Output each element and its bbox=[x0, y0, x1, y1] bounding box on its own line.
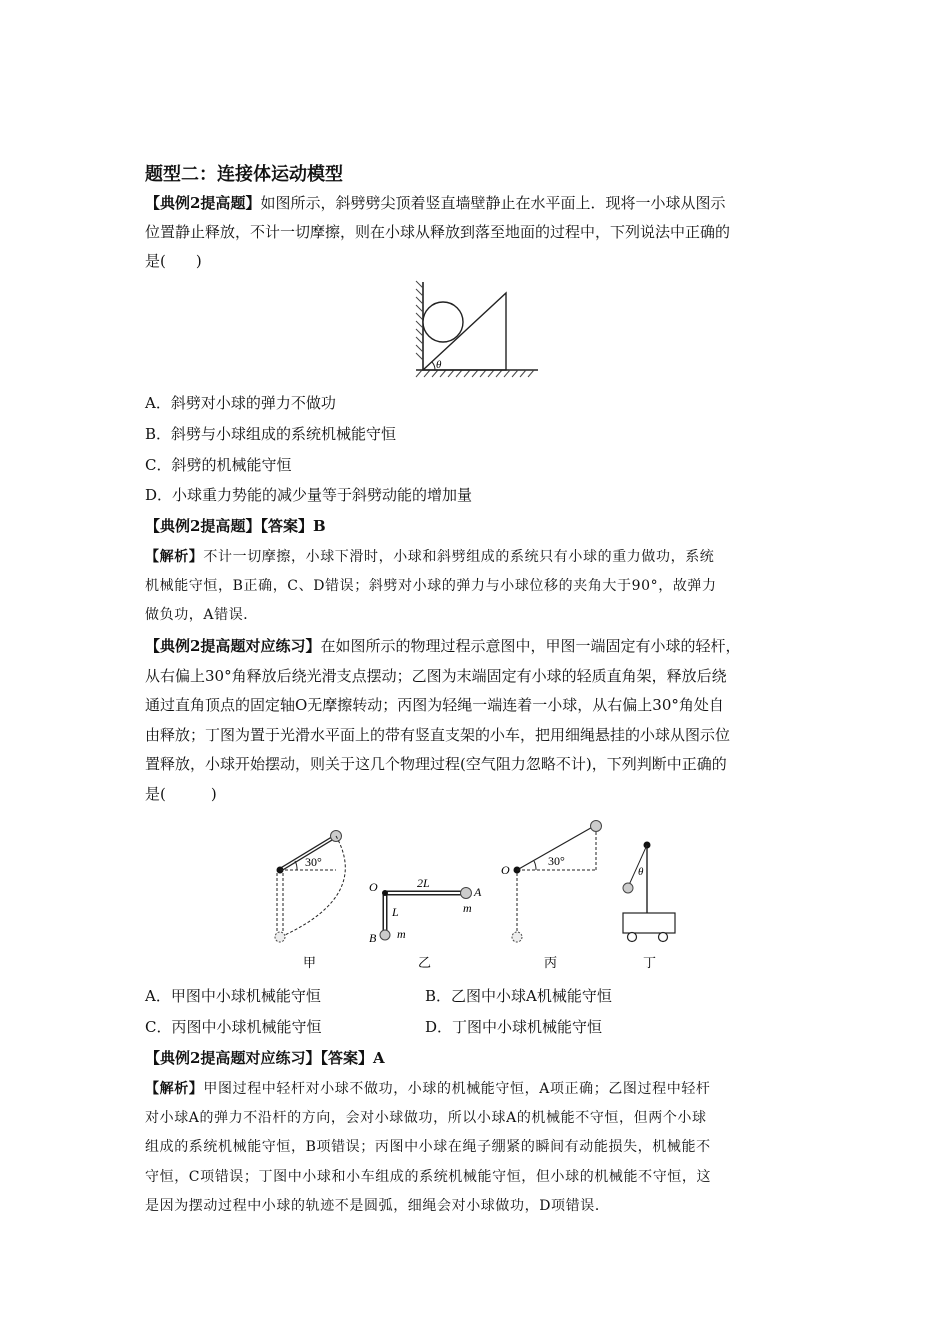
q2-answer-tag: 【典例2提高题对应练习】【答案】 bbox=[145, 1049, 373, 1067]
q2-text-1: 在如图所示的物理过程示意图中，甲图一端固定有小球的轻杆， bbox=[320, 637, 741, 655]
q1-option-c: C．斜劈的机械能守恒 bbox=[145, 456, 292, 474]
q2-line-6: 是( ) bbox=[145, 785, 217, 803]
q2-option-b: B．乙图中小球A机械能守恒 bbox=[425, 987, 612, 1005]
caption-yi: 乙 bbox=[418, 956, 432, 971]
q1-analysis-line-1 bbox=[145, 546, 815, 568]
q1-analysis-tag: 【解析】 bbox=[145, 549, 204, 565]
q1-tag: 【典例2提高题】 bbox=[145, 194, 261, 212]
q2-option-d: D．丁图中小球机械能守恒 bbox=[425, 1018, 603, 1036]
q2-line-2: 从右偏上30°角释放后绕光滑支点摆动；乙图为末端固定有小球的轻质直角架，释放后绕 bbox=[145, 667, 727, 685]
q2-analysis-text-1: 甲图过程中轻杆对小球不做功，小球的机械能守恒，A项正确；乙图过程中轻杆 bbox=[203, 1081, 711, 1097]
q1-option-d: D．小球重力势能的减少量等于斜劈动能的增加量 bbox=[145, 486, 473, 504]
q2-answer-line bbox=[145, 1047, 815, 1069]
bing-angle-label: 30° bbox=[548, 854, 565, 868]
q1-line-1 bbox=[145, 192, 815, 214]
q2-analysis-line-1 bbox=[145, 1078, 815, 1100]
q1-line-3: 是( ) bbox=[145, 252, 202, 270]
q2-tag: 【典例2提高题对应练习】 bbox=[145, 637, 321, 655]
ground-hatch bbox=[416, 370, 534, 377]
wall-hatch bbox=[416, 281, 423, 360]
section-title: 题型二：连接体运动模型 bbox=[145, 164, 343, 185]
caption-ding: 丁 bbox=[643, 956, 657, 971]
q2-analysis-line-2: 对小球A的弹力不沿杆的方向，会对小球做功，所以小球A的机械能不守恒，但两个小球 bbox=[145, 1110, 707, 1126]
bing-ball-low bbox=[512, 932, 522, 942]
ding-ball bbox=[623, 883, 633, 893]
q2-analysis-line-3: 组成的系统机械能守恒，B项错误；丙图中小球在绳子绷紧的瞬间有动能损失，机械能不 bbox=[145, 1139, 711, 1155]
jia-ball-low bbox=[275, 932, 285, 942]
ball bbox=[423, 302, 463, 342]
q1-text-1: 如图所示，斜劈劈尖顶着竖直墙壁静止在水平面上．现将一小球从图示 bbox=[260, 194, 726, 212]
figure-bing bbox=[501, 821, 602, 972]
yi-pivot bbox=[382, 890, 388, 896]
bing-angle-arc bbox=[534, 861, 536, 870]
ding-wheel-right bbox=[659, 933, 668, 942]
figure-yi bbox=[369, 876, 482, 971]
yi-label-l: L bbox=[392, 905, 399, 919]
theta-arc bbox=[432, 362, 435, 370]
yi-label-2l: 2L bbox=[417, 876, 430, 890]
yi-label-m-b: m bbox=[397, 927, 406, 941]
q1-answer-tag: 【典例2提高题】【答案】 bbox=[145, 517, 313, 535]
ding-wheel-left bbox=[628, 933, 637, 942]
yi-label-a: A bbox=[474, 885, 482, 899]
figure-ding bbox=[623, 842, 675, 972]
q1-analysis-line-3: 做负功，A错误． bbox=[145, 607, 258, 623]
q2-line-4: 由释放；丁图为置于光滑水平面上的带有竖直支架的小车，把用细绳悬挂的小球从图示位 bbox=[145, 726, 731, 744]
q1-line-2: 位置静止释放，不计一切摩擦，则在小球从释放到落至地面的过程中，下列说法中正确的 bbox=[145, 223, 731, 241]
q1-figure-wedge bbox=[410, 280, 545, 380]
ding-string bbox=[629, 845, 647, 885]
q2-option-a: A．甲图中小球机械能守恒 bbox=[145, 987, 321, 1005]
jia-angle-label: 30° bbox=[305, 855, 322, 869]
q1-answer: B bbox=[312, 517, 326, 535]
q2-line-1 bbox=[145, 635, 815, 657]
q2-answer: A bbox=[372, 1049, 385, 1067]
q2-line-3: 通过直角顶点的固定轴O无摩擦转动；丙图为轻绳一端连着一小球，从右偏上30°角处自 bbox=[145, 696, 724, 714]
q1-answer-line bbox=[145, 515, 815, 537]
figure-jia bbox=[275, 831, 345, 972]
yi-ball-a bbox=[461, 888, 472, 899]
ding-cart bbox=[623, 913, 675, 933]
q2-analysis-line-5: 是因为摆动过程中小球的轨迹不是圆弧，细绳会对小球做功，D项错误． bbox=[145, 1198, 610, 1214]
q1-option-b: B．斜劈与小球组成的系统机械能守恒 bbox=[145, 425, 397, 443]
theta-label: θ bbox=[436, 359, 442, 371]
ding-theta-label: θ bbox=[638, 866, 644, 878]
q1-option-a: A．斜劈对小球的弹力不做功 bbox=[145, 394, 336, 412]
q2-analysis-line-4: 守恒，C项错误；丁图中小球和小车组成的系统机械能守恒，但小球的机械能不守恒，这 bbox=[145, 1169, 712, 1185]
q2-line-5: 置释放，小球开始摆动，则关于这几个物理过程(空气阻力忽略不计)，下列判断中正确的 bbox=[145, 755, 727, 773]
yi-ball-b bbox=[380, 930, 390, 940]
q2-figure-set bbox=[265, 815, 685, 975]
yi-label-m-a: m bbox=[463, 901, 472, 915]
bing-ball bbox=[591, 821, 602, 832]
caption-bing: 丙 bbox=[544, 956, 558, 971]
q2-option-c: C．丙图中小球机械能守恒 bbox=[145, 1018, 322, 1036]
q1-analysis-text-1: 不计一切摩擦，小球下滑时，小球和斜劈组成的系统只有小球的重力做功，系统 bbox=[203, 549, 715, 565]
bing-label-o: O bbox=[501, 863, 510, 877]
q1-analysis-line-2: 机械能守恒，B正确，C、D错误；斜劈对小球的弹力与小球位移的夹角大于90°，故弹力 bbox=[145, 578, 717, 594]
q2-analysis-tag: 【解析】 bbox=[145, 1081, 204, 1097]
yi-label-o: O bbox=[369, 880, 378, 894]
caption-jia: 甲 bbox=[303, 956, 317, 971]
yi-label-b: B bbox=[369, 931, 377, 945]
jia-angle-arc bbox=[295, 861, 297, 870]
